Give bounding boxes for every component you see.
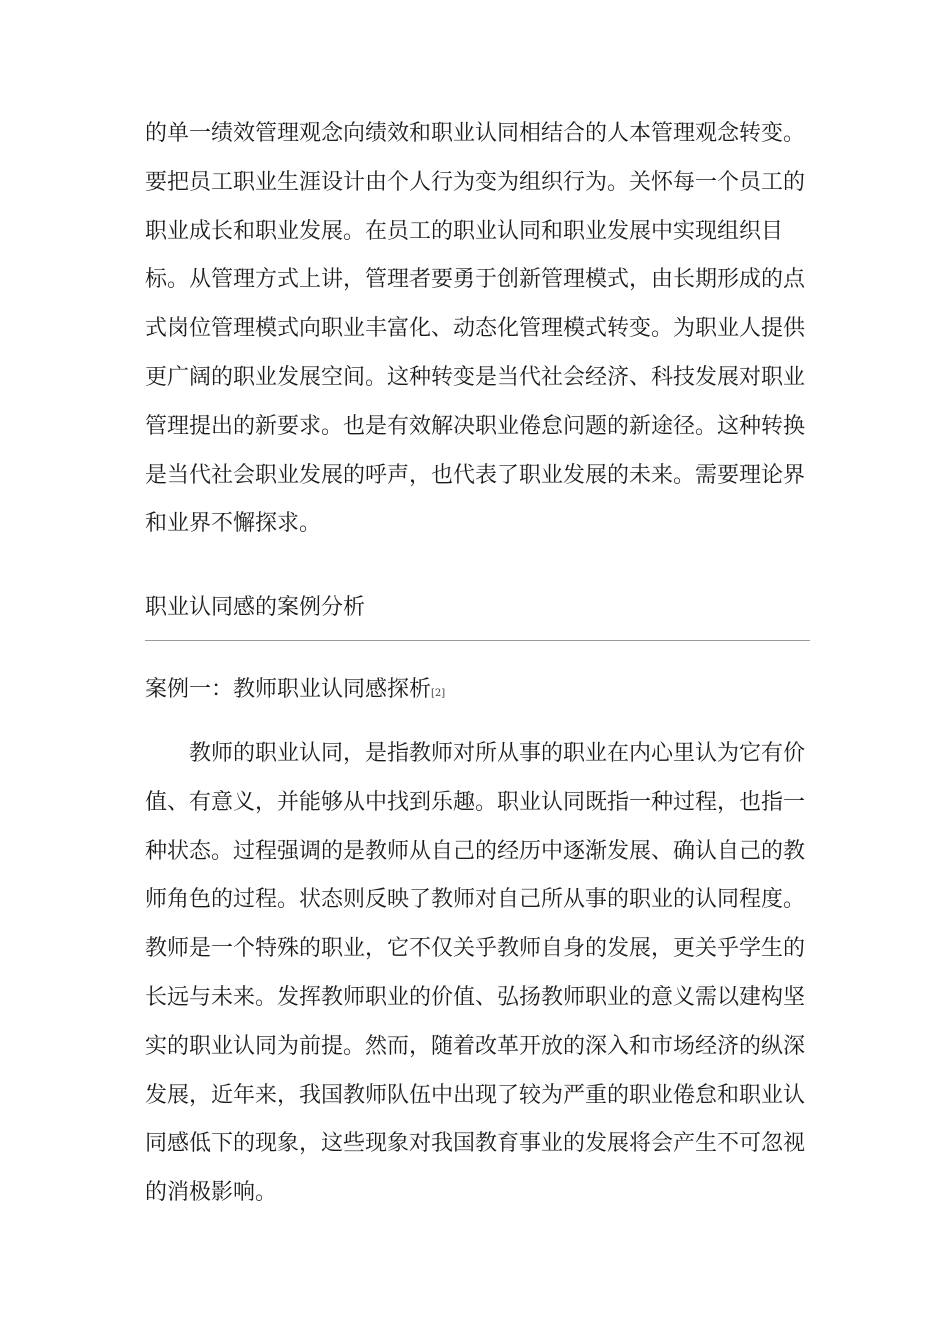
- text-line: 同感低下的现象，这些现象对我国教育事业的发展将会产生不可忽视: [145, 1131, 806, 1157]
- text-line: 是当代社会职业发展的呼声，也代表了职业发展的未来。需要理论界: [145, 462, 806, 488]
- text-line: 标。从管理方式上讲，管理者要勇于创新管理模式，由长期形成的点: [145, 267, 806, 293]
- section-divider: [145, 640, 810, 641]
- text-line: 式岗位管理模式向职业丰富化、动态化管理模式转变。为职业人提供: [145, 316, 806, 342]
- text-line: 值、有意义，并能够从中找到乐趣。职业认同既指一种过程，也指一: [145, 789, 806, 815]
- text-line: 长远与未来。发挥教师职业的价值、弘扬教师职业的意义需以建构坚: [145, 984, 806, 1010]
- text-line: 的单一绩效管理观念向绩效和职业认同相结合的人本管理观念转变。: [145, 121, 806, 146]
- text-line: 发展，近年来，我国教师队伍中出现了较为严重的职业倦怠和职业认: [145, 1082, 806, 1108]
- text-line: 更广阔的职业发展空间。这种转变是当代社会经济、科技发展对职业: [145, 364, 806, 390]
- text-line: 教师的职业认同，是指教师对所从事的职业在内心里认为它有价: [189, 741, 806, 766]
- text-line: 种状态。过程强调的是教师从自己的经历中逐渐发展、确认自己的教: [145, 838, 806, 864]
- text-line: 实的职业认同为前提。然而，随着改革开放的深入和市场经济的纵深: [145, 1033, 806, 1059]
- text-line: 管理提出的新要求。也是有效解决职业倦怠问题的新途径。这种转换: [145, 413, 806, 439]
- text-line: 师角色的过程。状态则反映了教师对自己所从事的职业的认同程度。: [145, 887, 806, 913]
- case-title-text: 案例一：教师职业认同感探析: [145, 677, 432, 702]
- body-paragraph-1: [145, 110, 810, 549]
- text-line: 和业界不懈探求。: [145, 511, 322, 537]
- text-line: 的消极影响。: [145, 1180, 278, 1206]
- case-title: [145, 672, 445, 712]
- text-line: 要把员工职业生涯设计由个人行为变为组织行为。关怀每一个员工的: [145, 169, 806, 195]
- section-heading: 职业认同感的案例分析: [145, 595, 366, 620]
- text-line: 教师是一个特殊的职业，它不仅关乎教师自身的发展，更关乎学生的: [145, 936, 806, 962]
- text-line: 职业成长和职业发展。在员工的职业认同和职业发展中实现组织目: [145, 218, 784, 244]
- body-paragraph-2: [145, 730, 810, 1218]
- citation-reference[interactable]: [2]: [431, 688, 446, 699]
